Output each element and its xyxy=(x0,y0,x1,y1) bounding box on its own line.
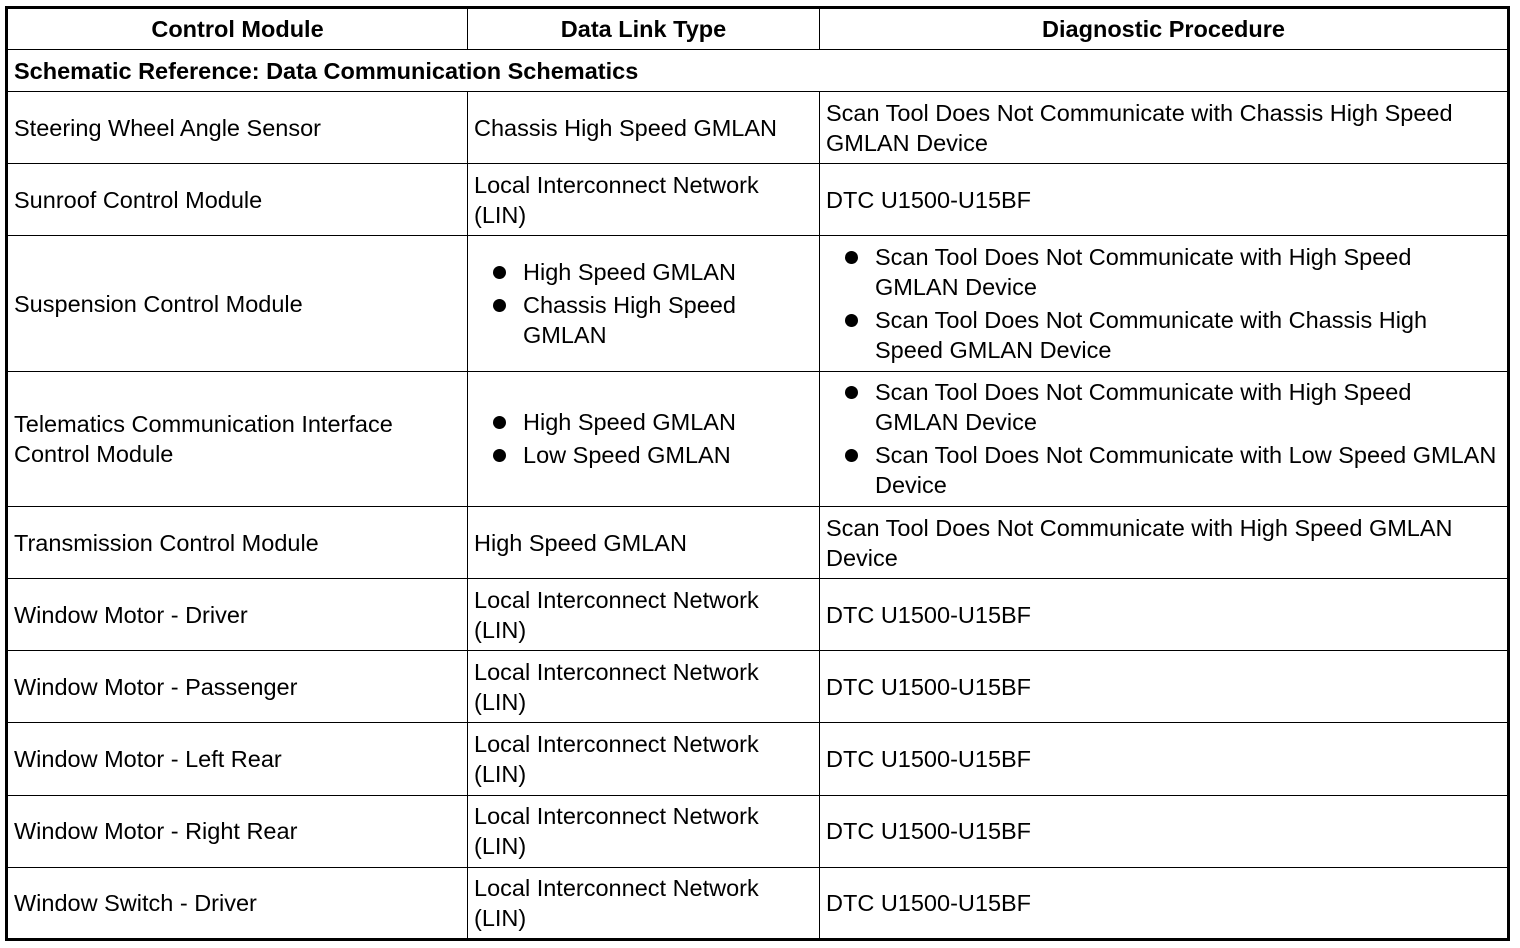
control-module-cell xyxy=(7,651,468,723)
table-row xyxy=(7,795,1509,867)
table-row xyxy=(7,579,1509,651)
data-link-type-cell xyxy=(468,579,820,651)
bullet-text: Scan Tool Does Not Communicate with Chassis High Speed GMLAN Device xyxy=(875,307,1428,364)
bullet-text: Low Speed GMLAN xyxy=(523,442,731,469)
diagnostic-procedure-cell-text: Scan Tool Does Not Communicate with Chassis High Speed GMLAN Device xyxy=(826,99,1453,156)
section-row xyxy=(7,50,1509,92)
data-link-type-cell xyxy=(468,795,820,867)
diagnostic-procedure-cell-text: DTC U1500-U15BF xyxy=(826,818,1032,845)
diagnostic-procedure-cell xyxy=(820,723,1509,795)
data-link-type-cell-text: Chassis High Speed GMLAN xyxy=(474,114,778,141)
table-row xyxy=(7,236,1509,371)
bullet-text: High Speed GMLAN xyxy=(523,409,736,436)
data-link-type-cell-bullet-list xyxy=(474,407,813,470)
data-link-type-cell-text: Local Interconnect Network (LIN) xyxy=(474,803,759,860)
diagnostic-procedure-cell xyxy=(820,579,1509,651)
data-link-type-cell-text: Local Interconnect Network (LIN) xyxy=(474,586,759,643)
control-module-cell xyxy=(7,371,468,506)
control-module-name: Telematics Communication Interface Control Module xyxy=(14,410,393,467)
bullet-text: Chassis High Speed GMLAN xyxy=(523,292,736,349)
data-link-type-cell xyxy=(468,651,820,723)
bullet-icon xyxy=(845,314,858,327)
bullet-text: Scan Tool Does Not Communicate with Low Speed GMLAN Device xyxy=(875,442,1497,499)
bullet-list-item xyxy=(826,305,1501,365)
bullet-text: High Speed GMLAN xyxy=(523,259,736,286)
control-module-cell xyxy=(7,579,468,651)
control-module-name: Window Motor - Right Rear xyxy=(14,818,298,845)
bullet-icon xyxy=(845,251,858,264)
data-link-type-cell xyxy=(468,92,820,164)
bullet-list-item xyxy=(826,242,1501,302)
control-module-cell xyxy=(7,236,468,371)
diagnostic-procedure-cell-text: DTC U1500-U15BF xyxy=(826,746,1032,773)
header-control-module: Control Module xyxy=(7,8,468,50)
diagnostic-procedure-cell-text: DTC U1500-U15BF xyxy=(826,601,1032,628)
diagnostic-procedure-cell xyxy=(820,507,1509,579)
bullet-list-item xyxy=(826,440,1501,500)
bullet-list-item xyxy=(826,377,1501,437)
table-row xyxy=(7,507,1509,579)
diagnostic-procedure-cell-text: Scan Tool Does Not Communicate with High Speed GMLAN Device xyxy=(826,514,1453,571)
diagnostic-procedure-cell-text: DTC U1500-U15BF xyxy=(826,889,1032,916)
diagnostic-procedure-cell xyxy=(820,651,1509,723)
diagnostic-procedure-cell-bullet-list xyxy=(826,377,1501,500)
table-row xyxy=(7,92,1509,164)
table-row xyxy=(7,651,1509,723)
control-module-name: Window Switch - Driver xyxy=(14,889,257,916)
control-module-name: Steering Wheel Angle Sensor xyxy=(14,114,321,141)
diagnostic-procedure-cell xyxy=(820,795,1509,867)
diagnostic-procedure-cell xyxy=(820,371,1509,506)
control-module-name: Window Motor - Left Rear xyxy=(14,746,282,773)
control-module-cell xyxy=(7,723,468,795)
bullet-text: Scan Tool Does Not Communicate with High Speed GMLAN Device xyxy=(875,244,1412,301)
bullet-icon xyxy=(845,449,858,462)
data-link-type-cell-bullet-list xyxy=(474,257,813,350)
diagnostic-procedure-cell-bullet-list xyxy=(826,242,1501,365)
diagnostic-procedure-cell-text: DTC U1500-U15BF xyxy=(826,673,1032,700)
control-module-name: Transmission Control Module xyxy=(14,529,319,556)
data-link-type-cell xyxy=(468,507,820,579)
control-module-cell xyxy=(7,867,468,939)
data-link-type-cell xyxy=(468,236,820,371)
table-row xyxy=(7,723,1509,795)
table-row xyxy=(7,371,1509,506)
data-link-type-cell xyxy=(468,164,820,236)
bullet-icon xyxy=(493,416,506,429)
data-link-type-cell-text: Local Interconnect Network (LIN) xyxy=(474,171,759,228)
bullet-icon xyxy=(493,449,506,462)
bullet-list-item xyxy=(474,257,813,287)
diagnostic-procedure-cell xyxy=(820,867,1509,939)
data-link-table xyxy=(5,6,1510,941)
schematic-reference: Schematic Reference: Data Communication Schematics xyxy=(7,50,1509,92)
data-link-type-cell-text: High Speed GMLAN xyxy=(474,529,687,556)
data-link-type-cell-text: Local Interconnect Network (LIN) xyxy=(474,874,759,931)
header-diagnostic-procedure: Diagnostic Procedure xyxy=(820,8,1509,50)
header-row xyxy=(7,8,1509,50)
diagnostic-procedure-cell xyxy=(820,164,1509,236)
diagnostic-procedure-cell-text: DTC U1500-U15BF xyxy=(826,186,1032,213)
table-row xyxy=(7,164,1509,236)
data-link-type-cell xyxy=(468,867,820,939)
data-link-type-cell xyxy=(468,371,820,506)
bullet-list-item xyxy=(474,290,813,350)
header-data-link-type: Data Link Type xyxy=(468,8,820,50)
control-module-name: Suspension Control Module xyxy=(14,290,303,317)
data-link-type-cell xyxy=(468,723,820,795)
bullet-icon xyxy=(845,386,858,399)
data-link-type-cell-text: Local Interconnect Network (LIN) xyxy=(474,731,759,788)
control-module-cell xyxy=(7,795,468,867)
bullet-list-item xyxy=(474,440,813,470)
bullet-text: Scan Tool Does Not Communicate with High Speed GMLAN Device xyxy=(875,379,1412,436)
diagnostic-procedure-cell xyxy=(820,236,1509,371)
table-row xyxy=(7,867,1509,939)
control-module-cell xyxy=(7,92,468,164)
diagnostic-procedure-cell xyxy=(820,92,1509,164)
control-module-name: Window Motor - Driver xyxy=(14,601,248,628)
bullet-icon xyxy=(493,299,506,312)
table-body xyxy=(7,50,1509,940)
control-module-name: Window Motor - Passenger xyxy=(14,673,298,700)
control-module-name: Sunroof Control Module xyxy=(14,186,263,213)
bullet-list-item xyxy=(474,407,813,437)
data-link-type-cell-text: Local Interconnect Network (LIN) xyxy=(474,658,759,715)
control-module-cell xyxy=(7,164,468,236)
control-module-cell xyxy=(7,507,468,579)
bullet-icon xyxy=(493,266,506,279)
